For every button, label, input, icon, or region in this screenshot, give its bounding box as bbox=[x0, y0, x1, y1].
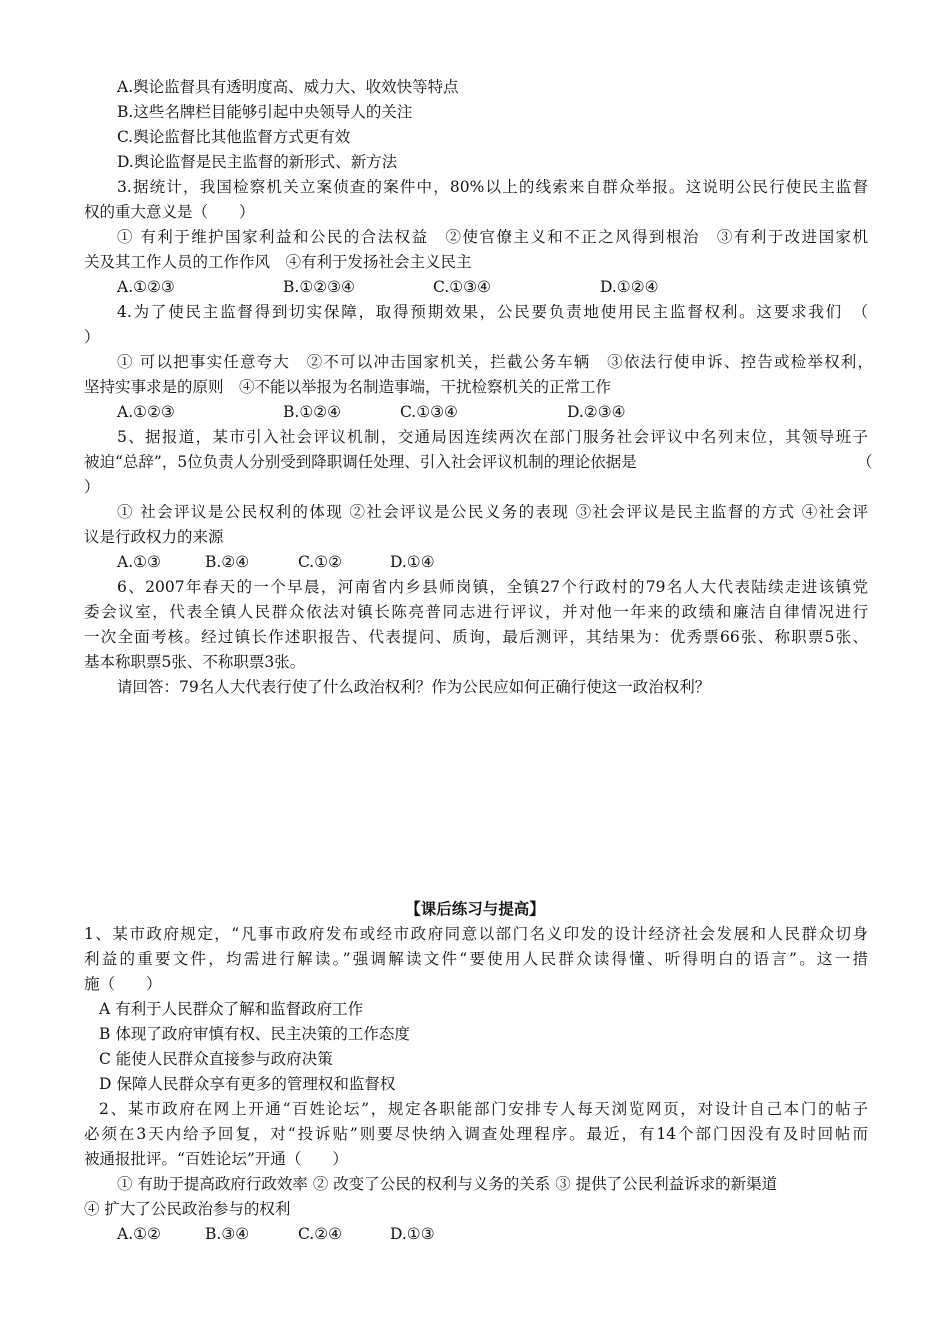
p2-q1-line3: 施（ ） bbox=[84, 975, 162, 993]
q5-option-a: A.①③ bbox=[117, 553, 161, 571]
p2-q2-items-line2: ④ 扩大了公民政治参与的权利 bbox=[84, 1200, 291, 1218]
q5-option-d: D.①④ bbox=[390, 553, 435, 571]
q5-stem-line3: ） bbox=[84, 478, 100, 496]
p2-q1-option-a: A 有利于人民群众了解和监督政府工作 bbox=[99, 1000, 364, 1018]
p2-q2-option-a: A.①② bbox=[117, 1225, 161, 1243]
q2-option-b: B.这些名牌栏目能够引起中央领导人的关注 bbox=[117, 103, 413, 121]
p2-q1-option-b: B 体现了政府审慎有权、民主决策的工作态度 bbox=[99, 1025, 410, 1043]
q3-option-d: D.①②④ bbox=[600, 278, 659, 296]
q4-stem-line2: ） bbox=[84, 328, 100, 346]
q4-items-line2: 坚持实事求是的原则 ④不能以举报为名制造事端，干扰检察机关的正常工作 bbox=[84, 378, 612, 396]
q4-stem-line1: 4.为了使民主监督得到切实保障，取得预期效果，公民要负责地使用民主监督权利。这要求我们 （ bbox=[117, 303, 868, 321]
q6-line2: 委会议室，代表全镇人民群众依法对镇长陈亮普同志进行评议，并对他一年来的政绩和廉洁自律情况进行 bbox=[84, 603, 868, 621]
q2-option-d: D.舆论监督是民主监督的新形式、新方法 bbox=[117, 153, 398, 171]
q6-question: 请回答：79名人大代表行使了什么政治权利？作为公民应如何正确行使这一政治权利？ bbox=[117, 678, 711, 696]
p2-q2-line3: 被通报批评。“百姓论坛”开通（ ） bbox=[84, 1150, 348, 1168]
q3-items-line1: ① 有利于维护国家利益和公民的合法权益 ②使官僚主义和不正之风得到根治 ③有利于改进国家机 bbox=[117, 228, 868, 246]
q2-option-c: C.舆论监督比其他监督方式更有效 bbox=[117, 128, 351, 146]
q5-stem-line1: 5、据报道，某市引入社会评议机制，交通局因连续两次在部门服务社会评议中名列末位，其领导班子 bbox=[117, 428, 868, 446]
q3-option-a: A.①②③ bbox=[117, 278, 175, 296]
q5-items-line1: ① 社会评议是公民权利的体现 ②社会评议是公民义务的表现 ③社会评议是民主监督的方式 ④社会评 bbox=[117, 503, 868, 521]
p2-q1-option-c: C 能使人民群众直接参与政府决策 bbox=[99, 1050, 333, 1068]
q3-stem-line2: 权的重大意义是（ ） bbox=[84, 203, 255, 221]
q5-option-b: B.②④ bbox=[205, 553, 250, 571]
q5-stem-line2: 被迫“总辞”，5位负责人分别受到降职调任处理、引入社会评议机制的理论依据是 bbox=[84, 453, 637, 471]
q5-items-line2: 议是行政权力的来源 bbox=[84, 528, 224, 546]
q2-option-a: A.舆论监督具有透明度高、威力大、收效快等特点 bbox=[117, 78, 459, 96]
q4-option-a: A.①②③ bbox=[117, 403, 175, 421]
p2-q1-line2: 利益的重要文件，均需进行解读。”强调解读文件“要使用人民群众读得懂、听得明白的语言”。这一措 bbox=[84, 950, 868, 968]
p2-q2-option-d: D.①③ bbox=[390, 1225, 435, 1243]
q5-option-c: C.①② bbox=[298, 553, 343, 571]
p2-q1-line1: 1、某市政府规定，“凡事市政府发布或经市政府同意以部门名义印发的设计经济社会发展和人民群众切身 bbox=[84, 925, 868, 943]
p2-q2-option-b: B.③④ bbox=[205, 1225, 250, 1243]
p2-q2-line1: 2、某市政府在网上开通“百姓论坛”，规定各职能部门安排专人每天浏览网页，对设计自己本门的帖子 bbox=[99, 1100, 868, 1118]
q6-line1: 6、2007年春天的一个早晨，河南省内乡县师岗镇，全镇27个行政村的79名人大代表陆续走进该镇党 bbox=[117, 578, 868, 596]
q4-option-d: D.②③④ bbox=[567, 403, 626, 421]
q5-stem-paren: （ bbox=[857, 453, 873, 471]
q3-stem-line1: 3.据统计，我国检察机关立案侦查的案件中，80%以上的线索来自群众举报。这说明公民行使民主监督 bbox=[117, 178, 868, 196]
q3-option-c: C.①③④ bbox=[433, 278, 491, 296]
q3-items-line2: 关及其工作人员的工作作风 ④有利于发扬社会主义民主 bbox=[84, 253, 472, 271]
q4-option-b: B.①②④ bbox=[283, 403, 342, 421]
p2-q2-items-line1: ① 有助于提高政府行政效率 ② 改变了公民的权利与义务的关系 ③ 提供了公民利益诉求的新渠道 bbox=[117, 1175, 778, 1193]
p2-q2-line2: 必须在3天内给予回复，对“投诉贴”则要尽快纳入调查处理程序。最近，有14个部门因没有及时回帖而 bbox=[84, 1125, 868, 1143]
section-title: 【课后练习与提高】 bbox=[405, 900, 545, 918]
q6-line3: 一次全面考核。经过镇长作述职报告、代表提问、质询，最后测评，其结果为：优秀票66张、称职票5张、 bbox=[84, 628, 868, 646]
q6-line4: 基本称职票5张、不称职票3张。 bbox=[84, 653, 306, 671]
q3-option-b: B.①②③④ bbox=[283, 278, 355, 296]
p2-q1-option-d: D 保障人民群众享有更多的管理权和监督权 bbox=[99, 1075, 396, 1093]
q4-option-c: C.①③④ bbox=[400, 403, 458, 421]
p2-q2-option-c: C.②④ bbox=[298, 1225, 343, 1243]
q4-items-line1: ① 可以把事实任意夸大 ②不可以冲击国家机关，拦截公务车辆 ③依法行使申诉、控告或检举权利， bbox=[117, 353, 873, 371]
